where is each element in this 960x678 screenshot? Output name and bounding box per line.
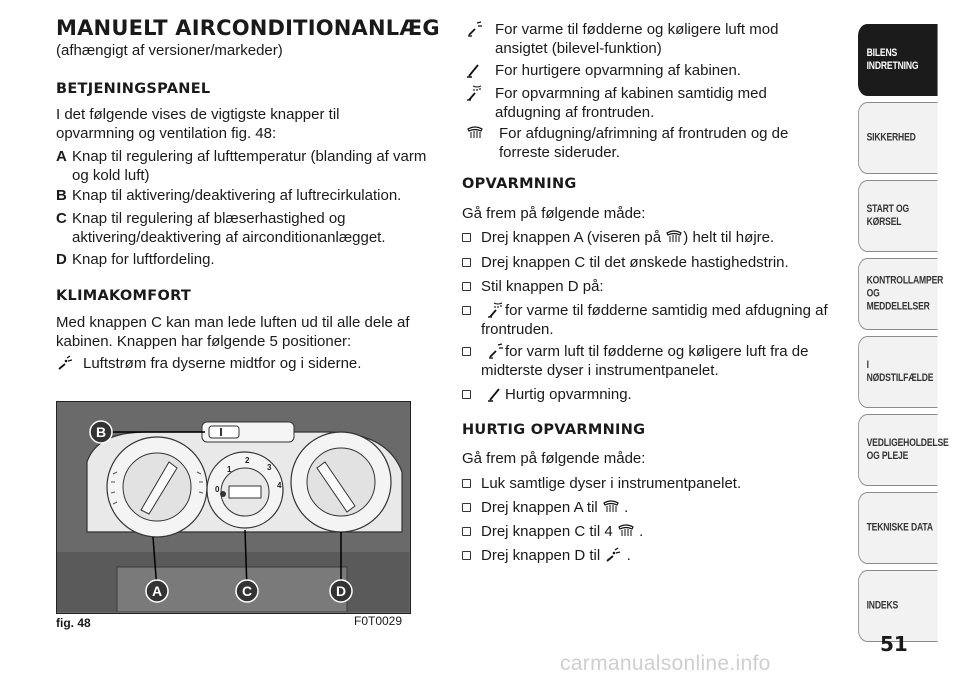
comfort-position-3: [466, 61, 826, 80]
step-text: Drej knappen D til: [481, 547, 601, 564]
bullet-box: [462, 306, 471, 315]
section-heading-quick: HURTIG OPVARMNING: [462, 422, 646, 438]
tab-label: INDEKS: [866, 599, 899, 612]
fan-step-2: 2: [245, 456, 250, 465]
page-title: MANUELT AIRCONDITIONANLÆG: [56, 16, 440, 40]
label-a: A: [151, 583, 163, 599]
fan-step-0: 0: [215, 485, 220, 494]
quick-step-2: [462, 498, 822, 517]
position-text: For hurtigere opvarmning af kabinen.: [495, 62, 741, 79]
tab-sikkerhed[interactable]: [858, 102, 938, 174]
quick-step-3: [462, 522, 822, 541]
step-text: Stil knappen D på:: [481, 278, 604, 295]
tab-kontrollamper[interactable]: [858, 258, 944, 330]
comfort-position-4: [466, 84, 806, 122]
fan-step-1: 1: [227, 465, 232, 474]
tab-label: TEKNISKE DATA: [866, 521, 933, 534]
step-text-post: .: [639, 523, 644, 540]
step-text: Drej knappen A (viseren på: [481, 229, 662, 246]
face-vent-icon: [604, 547, 622, 563]
bullet-box: [462, 527, 471, 536]
panel-item-a: [56, 147, 436, 185]
step-text: Drej knappen C til 4: [481, 523, 613, 540]
position-text: Luftstrøm fra dyserne midtfor og i siderne.: [83, 355, 362, 372]
heating-step-2: [462, 253, 822, 272]
tab-label: KONTROLLAMPER OG MEDDELELSER: [866, 274, 944, 313]
tab-i-nodstilfaelde[interactable]: [858, 336, 938, 408]
bullet-box: [462, 347, 471, 356]
face-vent-icon: [56, 355, 74, 371]
step-text-post: .: [624, 499, 629, 516]
quick-intro: Gå frem på følgende måde:: [462, 450, 646, 467]
tab-label: START OG KØRSEL: [866, 203, 910, 228]
step-text-post: ) helt til højre.: [683, 229, 775, 246]
bullet-box: [462, 390, 471, 399]
step-text-post: .: [626, 547, 631, 564]
control-panel-figure: [56, 401, 411, 614]
position-text: For opvarmning af kabinen samtidig med afdugning af frontruden.: [495, 85, 767, 121]
label-b: B: [95, 424, 107, 440]
defrost-icon: [665, 229, 683, 245]
item-key: A: [56, 148, 67, 165]
feet-defrost-icon: [487, 302, 505, 318]
step-text: Drej knappen A til: [481, 499, 598, 516]
item-text: Knap til aktivering/deaktivering af luftrecirkulation.: [72, 187, 402, 204]
bullet-box: [462, 233, 471, 242]
bilevel-icon: [466, 21, 484, 37]
quick-step-4: [462, 546, 822, 565]
heating-step-1: [462, 228, 822, 247]
comfort-position-2: [466, 20, 826, 58]
panel-item-d: [56, 250, 436, 269]
step-text-post: for varme til fødderne samtidig med afdugning af frontruden.: [481, 302, 828, 338]
section-heading-panel: BETJENINGSPANEL: [56, 81, 211, 97]
bilevel-icon: [487, 343, 505, 359]
figure-code: F0T0029: [354, 614, 403, 628]
bullet-box: [462, 551, 471, 560]
tab-vedligeholdelse[interactable]: [858, 414, 949, 486]
defrost-icon: [602, 499, 620, 515]
position-text: For varme til fødderne og køligere luft mod ansigtet (bilevel-funktion): [495, 21, 779, 57]
quick-step-1: [462, 474, 822, 493]
comfort-position-1: [56, 354, 440, 373]
bullet-box: [462, 479, 471, 488]
tab-label: VEDLIGEHOLDELSE OG PLEJE: [866, 437, 949, 462]
item-text: Knap for luftfordeling.: [72, 251, 215, 268]
feet-icon: [487, 386, 505, 402]
tab-label: BILENS INDRETNING: [866, 47, 919, 72]
heating-step-5: [462, 342, 832, 380]
step-text: Drej knappen C til det ønskede hastighedstrin.: [481, 254, 789, 271]
item-key: C: [56, 210, 67, 227]
control-panel-illustration: [57, 402, 409, 612]
figure-caption: fig. 48: [56, 616, 91, 630]
tab-tekniske-data[interactable]: [858, 492, 938, 564]
panel-item-b: [56, 186, 441, 205]
section-heading-comfort: KLIMAKOMFORT: [56, 288, 192, 304]
tab-start-og-korsel[interactable]: [858, 180, 938, 252]
step-text-post: for varm luft til fødderne og køligere luft fra de midterste dyser i instrumentpanelet.: [481, 343, 809, 379]
page-number: 51: [880, 632, 908, 656]
heating-step-4: [462, 301, 832, 339]
heating-step-3: [462, 277, 822, 296]
section-heading-heating: OPVARMNING: [462, 176, 577, 192]
feet-defrost-icon: [466, 85, 484, 101]
defrost-icon: [617, 523, 635, 539]
bullet-box: [462, 282, 471, 291]
tab-label: SIKKERHED: [866, 131, 916, 144]
panel-item-c: [56, 209, 416, 247]
comfort-intro: Med knappen C kan man lede luften ud til alle dele af kabinen. Knappen har følgende 5 positioner:: [56, 314, 410, 350]
bullet-box: [462, 503, 471, 512]
tab-label: I NØDSTILFÆLDE: [866, 359, 934, 384]
item-text: Knap til regulering af blæserhastighed og aktivering/deaktivering af airconditionanlægget.: [72, 210, 386, 246]
bullet-box: [462, 258, 471, 267]
label-c: C: [241, 583, 253, 599]
tab-bilens-indretning[interactable]: [858, 24, 938, 96]
fan-step-3: 3: [267, 463, 272, 472]
page-subtitle: (afhængigt af versioner/markeder): [56, 42, 283, 59]
comfort-position-5: [466, 124, 831, 162]
step-text: Luk samtlige dyser i instrumentpanelet.: [481, 475, 742, 492]
heating-step-6: [462, 385, 832, 404]
item-key: D: [56, 251, 67, 268]
item-key: B: [56, 187, 67, 204]
position-text: For afdugning/afrimning af frontruden og de forreste sideruder.: [499, 125, 789, 161]
defrost-icon: [466, 125, 484, 141]
heating-intro: Gå frem på følgende måde:: [462, 205, 646, 222]
label-d: D: [335, 583, 347, 599]
fan-step-4: 4: [277, 481, 282, 490]
panel-intro: I det følgende vises de vigtigste knapper til opvarmning og ventilation fig. 48:: [56, 106, 340, 142]
feet-icon: [466, 62, 484, 78]
watermark: carmanualsonline.info: [560, 652, 771, 675]
item-text: Knap til regulering af lufttemperatur (blanding af varm og kold luft): [72, 148, 427, 184]
step-text-post: Hurtig opvarmning.: [505, 386, 632, 403]
